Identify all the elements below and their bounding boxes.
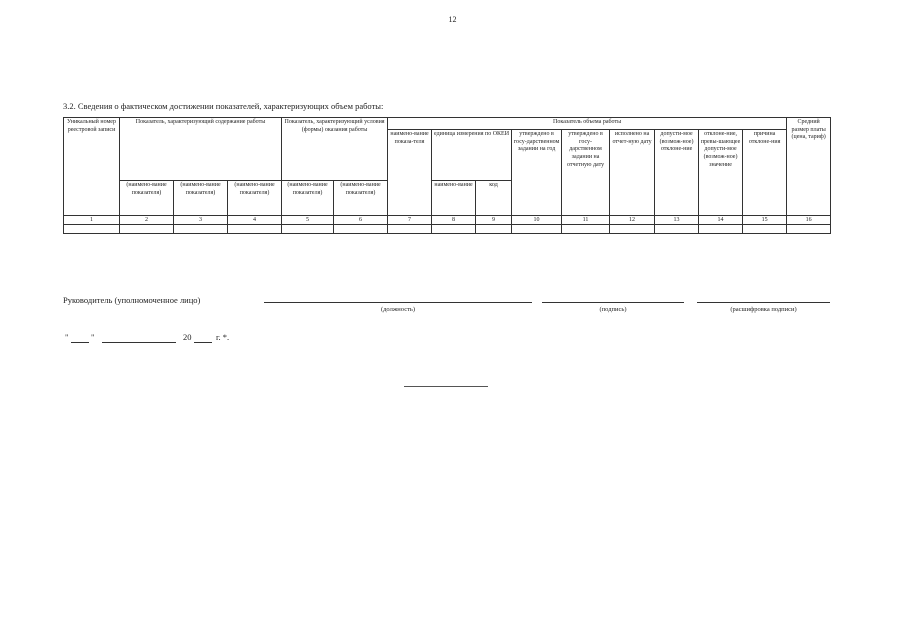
header-deviation-reason: причина отклоне-ния bbox=[743, 130, 787, 216]
header-approved-date: утверждено в госу-дарственном задании на отчетную дату bbox=[562, 130, 610, 216]
table-cell[interactable] bbox=[699, 225, 743, 234]
footer-divider bbox=[404, 386, 488, 387]
header-indicator-name: наимено-вание показа-теля bbox=[388, 130, 432, 216]
table-cell[interactable] bbox=[64, 225, 120, 234]
column-number: 6 bbox=[334, 216, 388, 225]
signature-decode-field[interactable] bbox=[697, 302, 830, 303]
table-cell[interactable] bbox=[228, 225, 282, 234]
column-number: 4 bbox=[228, 216, 282, 225]
table-cell[interactable] bbox=[787, 225, 831, 234]
table-cell[interactable] bbox=[432, 225, 476, 234]
table-cell[interactable] bbox=[174, 225, 228, 234]
header-unit-name: наимено-вание bbox=[432, 181, 476, 216]
year-prefix: 20 bbox=[183, 332, 192, 342]
header-executed: исполнено на отчет-ную дату bbox=[610, 130, 655, 216]
table-cell[interactable] bbox=[334, 225, 388, 234]
year-field[interactable] bbox=[194, 342, 212, 343]
column-number: 16 bbox=[787, 216, 831, 225]
work-volume-table bbox=[63, 117, 831, 234]
table-cell[interactable] bbox=[476, 225, 512, 234]
column-number: 13 bbox=[655, 216, 699, 225]
subheader-indicator-name-3: (наимено-вание показателя) bbox=[228, 181, 282, 216]
column-number: 2 bbox=[120, 216, 174, 225]
column-numbers-row bbox=[64, 216, 831, 225]
day-field[interactable] bbox=[71, 342, 89, 343]
month-field[interactable] bbox=[102, 342, 176, 343]
header-unit-okei: единица измерения по ОКЕИ bbox=[432, 130, 512, 181]
signature-decode-caption: (расшифровка подписи) bbox=[730, 306, 797, 313]
column-number: 15 bbox=[743, 216, 787, 225]
column-number: 8 bbox=[432, 216, 476, 225]
table-cell[interactable] bbox=[512, 225, 562, 234]
header-volume-indicator: Показатель объема работы bbox=[388, 118, 787, 130]
column-number: 1 bbox=[64, 216, 120, 225]
position-field[interactable] bbox=[264, 302, 532, 303]
column-number: 11 bbox=[562, 216, 610, 225]
signature-caption: (подпись) bbox=[599, 306, 627, 313]
column-number: 12 bbox=[610, 216, 655, 225]
header-work-content: Показатель, характеризующий содержание работы bbox=[120, 118, 282, 181]
table-cell[interactable] bbox=[282, 225, 334, 234]
table-row bbox=[64, 225, 831, 234]
column-number: 7 bbox=[388, 216, 432, 225]
column-number: 5 bbox=[282, 216, 334, 225]
header-allowed-deviation: допусти-мое (возмож-ное) отклоне-ние bbox=[655, 130, 699, 216]
section-title: 3.2. Сведения о фактическом достижении показателей, характеризующих объем работы: bbox=[63, 101, 384, 111]
column-number: 9 bbox=[476, 216, 512, 225]
column-number: 10 bbox=[512, 216, 562, 225]
table-cell[interactable] bbox=[120, 225, 174, 234]
date-quote-close: " bbox=[91, 332, 95, 342]
table-cell[interactable] bbox=[562, 225, 610, 234]
column-number: 3 bbox=[174, 216, 228, 225]
position-caption: (должность) bbox=[380, 306, 416, 313]
header-deviation-exceeding: отклоне-ние, превы-шающее допусти-мое (возмож-ное) значение bbox=[699, 130, 743, 216]
signature-field[interactable] bbox=[542, 302, 684, 303]
subheader-indicator-name-1: (наимено-вание показателя) bbox=[120, 181, 174, 216]
table-cell[interactable] bbox=[388, 225, 432, 234]
column-number: 14 bbox=[699, 216, 743, 225]
header-work-conditions: Показатель, характеризующий условия (формы) оказания работы bbox=[282, 118, 388, 181]
signer-label: Руководитель (уполномоченное лицо) bbox=[63, 295, 201, 305]
subheader-indicator-name-4: (наимено-вание показателя) bbox=[282, 181, 334, 216]
header-unique-record: Уникальный номер реестровой записи bbox=[64, 118, 120, 216]
header-approved-year: утверждено в госу-дарственном задании на год bbox=[512, 130, 562, 216]
table-cell[interactable] bbox=[655, 225, 699, 234]
header-unit-code: код bbox=[476, 181, 512, 216]
header-average-price: Средний размер платы (цена, тариф) bbox=[787, 118, 831, 216]
table-cell[interactable] bbox=[610, 225, 655, 234]
year-suffix: г. *. bbox=[216, 332, 230, 342]
page-number: 12 bbox=[448, 15, 457, 24]
subheader-indicator-name-5: (наимено-вание показателя) bbox=[334, 181, 388, 216]
subheader-indicator-name-2: (наимено-вание показателя) bbox=[174, 181, 228, 216]
date-quote-open: " bbox=[65, 332, 69, 342]
table-cell[interactable] bbox=[743, 225, 787, 234]
